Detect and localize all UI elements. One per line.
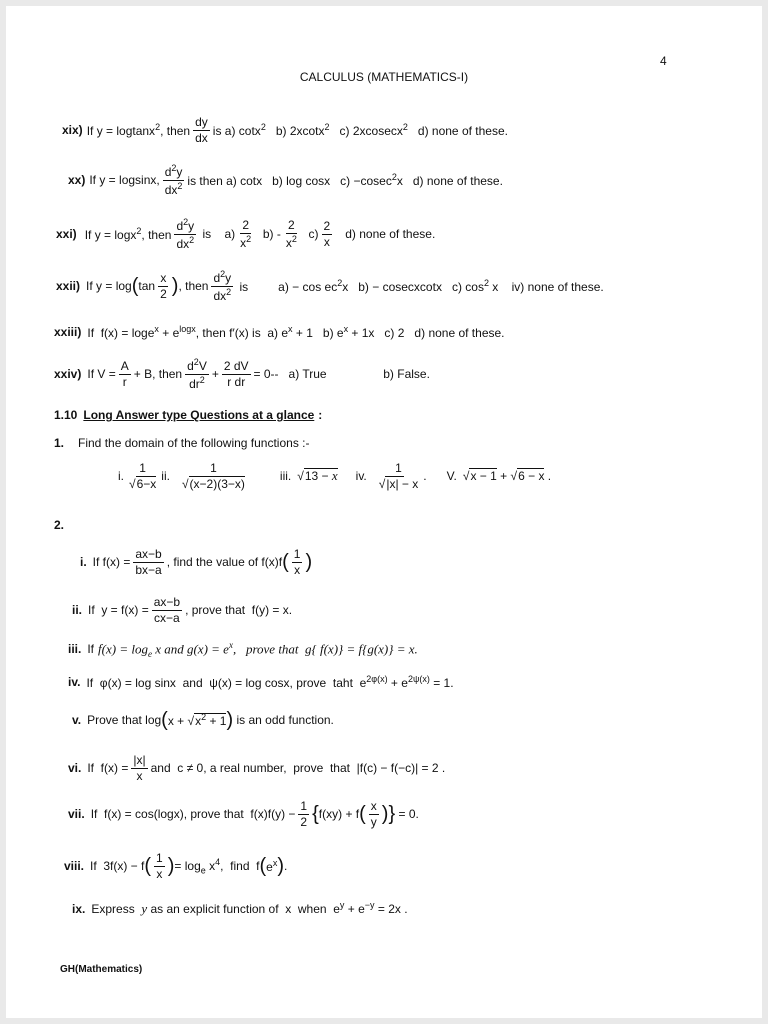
mcq-item: xxii) If y = log ( tan $\frac{x}{2}$ ) , then $\frac{d^2y}{dx^2}$ is $a) - \cos ec^2x$ b) − cosecxcotx c) $\cos^2 x$ iv) none of these.	[56, 269, 604, 303]
mcq-item: xx) If y = logsinx, $\frac{d^2y}{dx^2}$ is then a) cotx b) log cosx c) −cosec$^2$x d) none of these.	[68, 163, 503, 197]
mcq-item: xxiii) If $f(x) = \log e^x + e^{logx}$, then f′(x) is a) $e^x + 1$ b) $e^x + 1x$ c) 2 d) none of these.	[54, 324, 505, 340]
page-footer: GH(Mathematics)	[60, 964, 143, 975]
section-title: Long Answer type Questions at a glance	[83, 408, 315, 422]
section-heading: 1.10 Long Answer type Questions at a glance :	[54, 408, 323, 422]
item-label: xxiv)	[54, 367, 82, 382]
question-number: 1.	[54, 436, 65, 450]
section-number: 1.10	[54, 408, 78, 422]
mcq-item: xix) If y = logtanx$^2$, then $\frac{dy}{dx}$ is a) cotx$^2$ b) 2xcotx$^2$ c) 2xcosecx$^2$ d) none of these.	[62, 115, 508, 145]
item-label: xix)	[62, 123, 83, 138]
q2-part: viii. If 3f(x) − f ( $\frac{1}{x}$ ) = $\log_e x^4$, find f ( $e^x$ ) .	[64, 851, 288, 881]
question-text: Find the domain of the following functions :-	[78, 436, 310, 450]
q2-part: i. If f(x) = $\frac{ax-b}{bx-a}$ , find the value of f(x)f ( $\frac{1}{x}$ )	[80, 547, 313, 577]
document-page	[6, 6, 762, 1018]
q2-part: vi. If f(x) = $\frac{|x|}{x}$ and c ≠ 0, a real number, prove that |f(c) − f(−c)| = 2 .	[68, 753, 446, 783]
q2-part: iii. If f $(x) = \log_e x$ and $g(x) = e^x$, prove that g{ f(x)} = f{g(x)} = x.	[68, 640, 418, 659]
q2-part: ix. Express y as an explicit function of x when $e^y + e^{-y} = 2x$ .	[72, 900, 408, 916]
mcq-item: xxiv) If V = $\frac{A}{r}$ + B, then $\frac{d^2V}{dr^2}$ + $\frac{2 dV}{\text{r dr}}$ = 0-- a) True b) False.	[54, 357, 430, 391]
running-head: CALCULUS (MATHEMATICS-I)	[299, 70, 469, 84]
item-label: xxi)	[56, 227, 77, 242]
domain-functions: i. $\frac{1}{√6-x}$ ii. $\frac{1}{√(x-2)(3-x)}$ iii. √13 − x iv. $\frac{1}{√|x| - x}$ . V. √x − 1 + √6 − x .	[118, 461, 552, 491]
q2-part: iv. If φ(x) = log sinx and ψ(x) = log cosx, prove taht $e^{2\varphi(x)} + e^{2\psi(x)} = 1$.	[68, 674, 454, 690]
q2-part: vii. If f(x) = cos(logx), prove that f(x)f(y) − $\frac{1}{2}$ { f(xy) + f ( $\frac{x}{y}$ ) } = 0.	[68, 799, 419, 829]
q2-part: ii. If y = f(x) = $\frac{ax-b}{cx-a}$ , prove that f(y) = x.	[72, 595, 293, 625]
question-number: 2.	[54, 518, 65, 532]
item-label: xxiii)	[54, 325, 82, 339]
item-label: xxii)	[56, 279, 81, 294]
question-1	[54, 436, 309, 450]
question-2	[54, 518, 64, 532]
page-number: 4	[660, 54, 667, 68]
mcq-item: xxi) If y = logx$^2$, then $\frac{d^2y}{dx^2}$ is a) $\frac{2}{x^2}$ b) - $\frac{2}{x^2}$ c) $\frac{2}{x}$ d) none of these.	[56, 217, 436, 251]
q2-part: v. Prove that log ( $x + √x^2 + 1$ ) is an odd function.	[72, 709, 334, 731]
item-label: xx)	[68, 173, 86, 188]
